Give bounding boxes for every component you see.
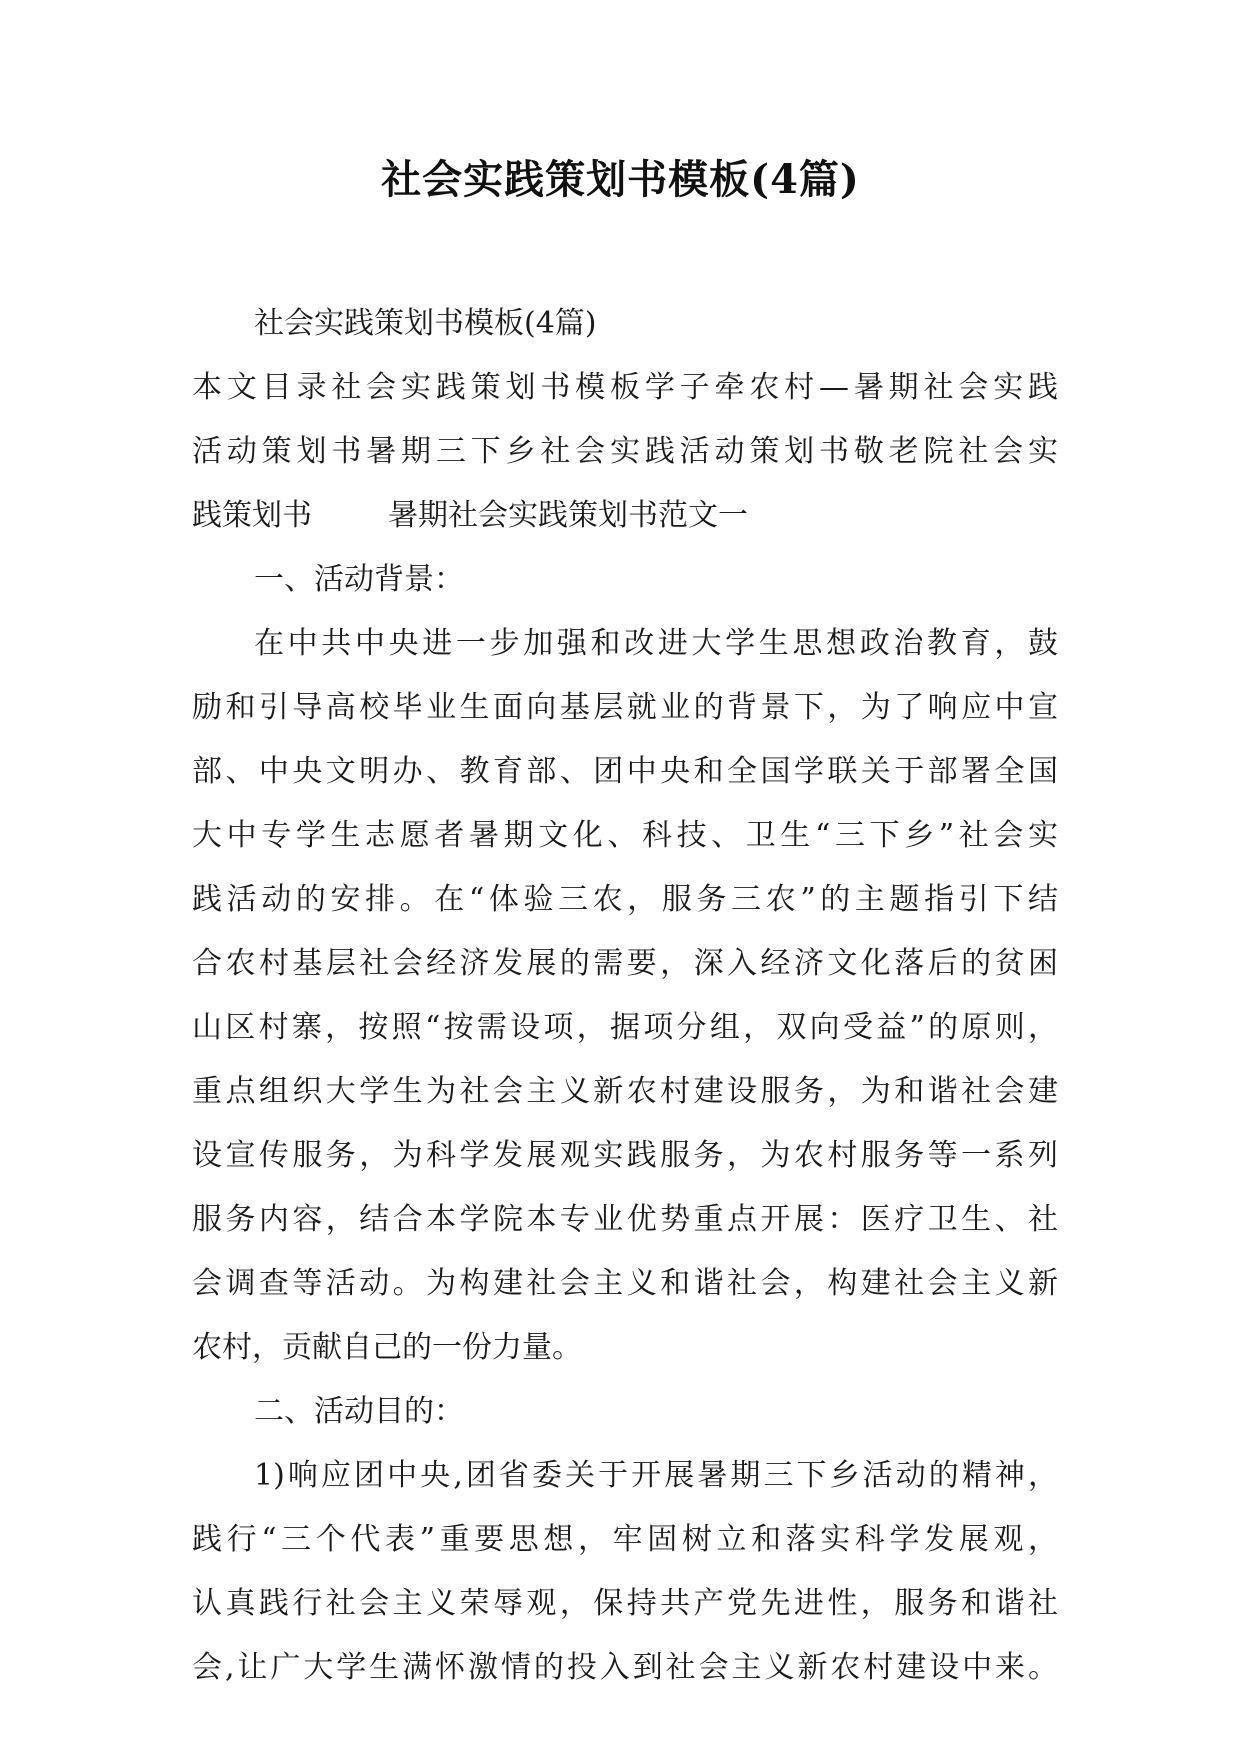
text-line: 合农村基层社会经济发展的需要，深入经济文化落后的贫困 — [192, 946, 1058, 981]
text-line — [192, 484, 1058, 548]
text-line: 社会实践策划书模板(4篇) — [254, 306, 597, 341]
toc-entry: 暑期社会实践策划书范文一 — [388, 498, 748, 533]
text-line: 践行“三个代表”重要思想，牢固树立和落实科学发展观， — [192, 1522, 1058, 1557]
section-heading: 二、活动目的： — [254, 1394, 464, 1429]
text-line: 认真践行社会主义荣辱观，保持共产党先进性，服务和谐社 — [192, 1586, 1058, 1621]
toc-entry: 践策划书 — [192, 498, 312, 533]
document-body — [192, 292, 1058, 1700]
text-line: 本文目录社会实践策划书模板学子牵农村—暑期社会实践 — [192, 370, 1058, 405]
text-line: 会,让广大学生满怀激情的投入到社会主义新农村建设中来。 — [192, 1650, 1058, 1685]
text-line: 设宣传服务，为科学发展观实践服务，为农村服务等一系列 — [192, 1138, 1058, 1173]
text-line: 会调查等活动。为构建社会主义和谐社会，构建社会主义新 — [192, 1266, 1058, 1301]
text-line: 山区村寨，按照“按需设项，据项分组，双向受益”的原则， — [192, 1010, 1058, 1045]
text-line: 重点组织大学生为社会主义新农村建设服务，为和谐社会建 — [192, 1074, 1058, 1109]
text-line: 1)响应团中央,团省委关于开展暑期三下乡活动的精神， — [254, 1458, 1058, 1493]
text-line: 在中共中央进一步加强和改进大学生思想政治教育，鼓 — [254, 626, 1058, 661]
section-heading: 一、活动背景： — [254, 562, 464, 597]
text-line: 践活动的安排。在“体验三农，服务三农”的主题指引下结 — [192, 882, 1058, 917]
text-line: 部、中央文明办、教育部、团中央和全国学联关于部署全国 — [192, 754, 1058, 789]
text-line: 农村，贡献自己的一份力量。 — [192, 1330, 582, 1365]
text-line: 励和引导高校毕业生面向基层就业的背景下，为了响应中宣 — [192, 690, 1058, 725]
text-line: 大中专学生志愿者暑期文化、科技、卫生“三下乡”社会实 — [192, 818, 1058, 853]
text-line: 服务内容，结合本学院本专业优势重点开展：医疗卫生、社 — [192, 1202, 1058, 1237]
document-title: 社会实践策划书模板(4篇) — [381, 156, 860, 203]
text-line: 活动策划书暑期三下乡社会实践活动策划书敬老院社会实 — [192, 434, 1058, 469]
